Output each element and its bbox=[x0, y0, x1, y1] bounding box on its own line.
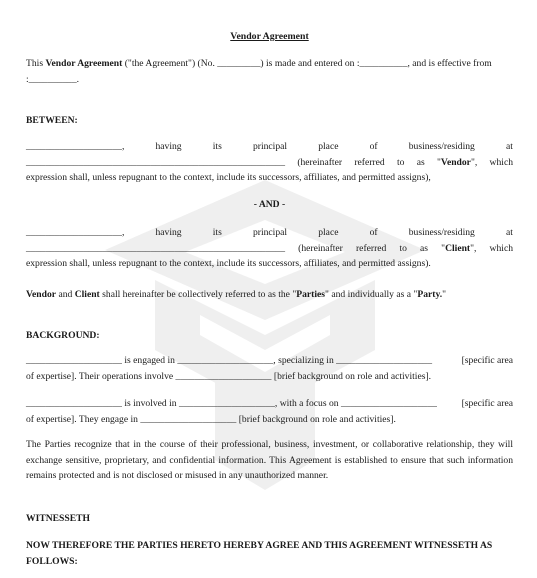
now-therefore-heading: NOW THEREFORE THE PARTIES HERETO HEREBY AGREE AND THIS AGREEMENT WITNESSETH AS FOLLOWS: bbox=[26, 540, 493, 567]
recognize-paragraph: The Parties recognize that in the course of their professional, business, investment, or collaborative relationship, they will exchange sensitive, proprietary, and confidential information. This Agreement is established to ensure that such information remains protected and is not disclosed or misused in any unauthorized manner. bbox=[26, 439, 513, 482]
party2-paragraph: ____________________, having its principal place of business/residing at ______________________________________________________ (hereinafter referred to as "Client", which expression shall, unless repugnant to the context, include its successors, affiliates, and permitted assigns). bbox=[26, 227, 513, 270]
collective-paragraph: Vendor and Client shall hereinafter be collectively referred to as the "Parties" and individually as a "Party." bbox=[26, 289, 447, 300]
intro-paragraph: This Vendor Agreement ("the Agreement") (No. _________) is made and entered on :__________, and is effective from :__________. bbox=[26, 58, 492, 85]
between-heading: BETWEEN: bbox=[26, 115, 78, 126]
party2-name-blank: ____________________, bbox=[26, 227, 125, 238]
party2-address-blank: ______________________________________________________ bbox=[26, 242, 286, 254]
background-heading: BACKGROUND: bbox=[26, 330, 100, 341]
and-separator: - AND - bbox=[253, 199, 286, 210]
vendor-role: Vendor bbox=[440, 156, 471, 168]
party1-paragraph: ____________________, having its principal place of business/residing at ______________________________________________________ (hereinafter referred to as "Vendor", which expression shall, unless repugnant to the context, include its successors, affiliates, and permitted assigns), bbox=[26, 141, 513, 184]
document-title: Vendor Agreement bbox=[230, 31, 309, 42]
background-paragraph-1: ____________________ is engaged in ____________________, specializing in ____________________ [specific area of expertise]. Their operations involve ____________________ [brief background on role and activities]. bbox=[26, 355, 513, 382]
party1-name-blank: ____________________, bbox=[26, 141, 125, 152]
background-paragraph-2: ____________________ is involved in ____________________, with a focus on ____________________ [specific area of expertise]. They engage in ____________________ [brief background on role and activities]. bbox=[26, 398, 513, 425]
client-role: Client bbox=[445, 242, 471, 254]
party1-address-blank: ______________________________________________________ bbox=[26, 156, 286, 168]
witnesseth-heading: WITNESSETH bbox=[26, 513, 90, 524]
agreement-name: Vendor Agreement bbox=[45, 58, 123, 69]
